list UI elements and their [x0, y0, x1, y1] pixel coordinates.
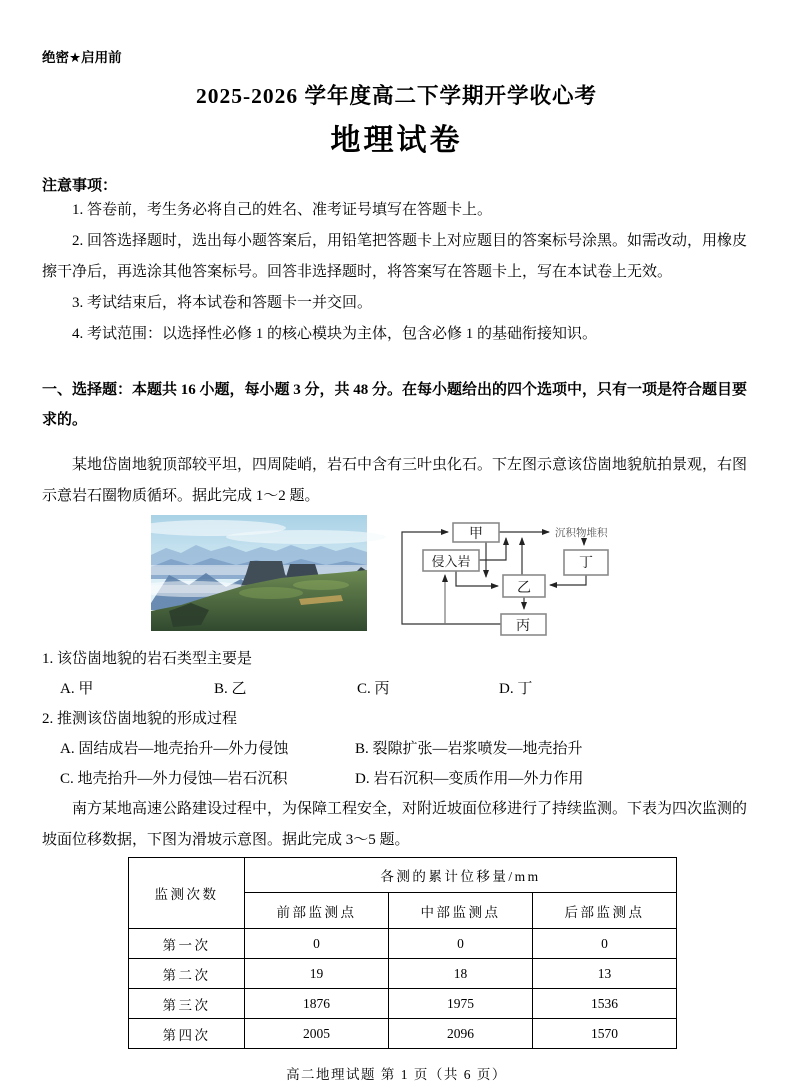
- cell-value: 1876: [245, 989, 389, 1019]
- table-row: [129, 929, 677, 959]
- figure-row: [42, 512, 751, 644]
- exam-subject-title: 地理试卷: [330, 124, 463, 157]
- question-2-text: 2. 推测该岱崮地貌的形成过程: [42, 711, 238, 727]
- cell-value: 1570: [533, 1019, 677, 1049]
- row-label: 第一次: [129, 929, 245, 959]
- sediment-accumulation-label: 沉积物堆积: [555, 528, 608, 539]
- box-bing-label: 丙: [516, 619, 530, 634]
- table-header-monitor-count: 监测次数: [129, 858, 245, 929]
- box-intrusive-label: 侵入岩: [431, 554, 471, 569]
- cell-value: 13: [533, 959, 677, 989]
- rock-cycle-diagram: [398, 512, 650, 650]
- cell-value: 0: [533, 929, 677, 959]
- daigu-landform-photo: [151, 515, 367, 631]
- table-row: [129, 1019, 677, 1049]
- q1-option-d: D. 丁: [499, 681, 533, 697]
- q2-option-a: A. 固结成岩—地壳抬升—外力侵蚀: [60, 741, 289, 757]
- box-ding-label: 丁: [579, 556, 593, 571]
- row-label: 第三次: [129, 989, 245, 1019]
- section-1-heading: 一、选择题：本题共 16 小题，每小题 3 分，共 48 分。在每小题给出的四个选项中，只有一项是符合题目要求的。: [42, 382, 748, 428]
- cell-value: 1536: [533, 989, 677, 1019]
- question-1-options: [42, 674, 751, 704]
- cell-value: 0: [245, 929, 389, 959]
- q1-option-c: C. 丙: [357, 681, 390, 697]
- notice-item-2: 2. 回答选择题时，选出每小题答案后，用铅笔把答题卡上对应题目的答案标号涂黑。如需改动，用橡皮擦干净后，再选涂其他答案标号。回答非选择题时，将答案写在答题卡上，写在本试卷上无效。: [42, 233, 748, 280]
- passage-2: 南方某地高速公路建设过程中，为保障工程安全，对附近坡面位移进行了持续监测。下表为四次监测的坡面位移数据，下图为滑坡示意图。据此完成 3～5 题。: [42, 801, 748, 848]
- exam-title: 2025-2026 学年度高二下学期开学收心考: [195, 84, 598, 108]
- notice-item-3: 3. 考试结束后，将本试卷和答题卡一并交回。: [72, 295, 373, 311]
- question-1-text: 1. 该岱崮地貌的岩石类型主要是: [42, 651, 253, 667]
- classification-label: 绝密★启用前: [42, 50, 122, 65]
- notice-heading: 注意事项：: [42, 178, 118, 194]
- table-row: [129, 989, 677, 1019]
- table-subheader-front: 前部监测点: [245, 893, 389, 929]
- cell-value: 2005: [245, 1019, 389, 1049]
- q1-option-a: A. 甲: [60, 681, 94, 697]
- cell-value: 2096: [389, 1019, 533, 1049]
- q1-option-b: B. 乙: [214, 681, 247, 697]
- arrow-ding-to-yi: [550, 575, 586, 585]
- question-2-options: [42, 734, 751, 794]
- row-label: 第二次: [129, 959, 245, 989]
- row-label: 第四次: [129, 1019, 245, 1049]
- cell-value: 1975: [389, 989, 533, 1019]
- cell-value: 19: [245, 959, 389, 989]
- cell-value: 0: [389, 929, 533, 959]
- cell-value: 18: [389, 959, 533, 989]
- passage-1: 某地岱崮地貌顶部较平坦，四周陡峭，岩石中含有三叶虫化石。下左图示意该岱崮地貌航拍景观，右图示意岩石圈物质循环。据此完成 1～2 题。: [42, 457, 748, 504]
- q2-option-d: D. 岩石沉积—变质作用—外力作用: [355, 771, 584, 787]
- table-row: [129, 959, 677, 989]
- notice-item-4: 4. 考试范围：以选择性必修 1 的核心模块为主体，包含必修 1 的基础衔接知识。: [72, 326, 598, 342]
- notice-item-1: 1. 答卷前，考生务必将自己的姓名、准考证号填写在答题卡上。: [72, 202, 493, 218]
- table-header-span: 各测的累计位移量/mm: [245, 858, 677, 893]
- table-subheader-middle: 中部监测点: [389, 893, 533, 929]
- q2-option-c: C. 地壳抬升—外力侵蚀—岩石沉积: [60, 771, 288, 787]
- q2-option-b: B. 裂隙扩张—岩浆喷发—地壳抬升: [355, 741, 583, 757]
- box-yi-label: 乙: [517, 581, 531, 596]
- arrow-intrusive-to-yi: [456, 571, 498, 586]
- page-footer: 高二地理试题 第 1 页（共 6 页）: [286, 1067, 507, 1082]
- box-jia-label: 甲: [469, 527, 483, 542]
- table-subheader-rear: 后部监测点: [533, 893, 677, 929]
- displacement-table: [128, 857, 677, 1049]
